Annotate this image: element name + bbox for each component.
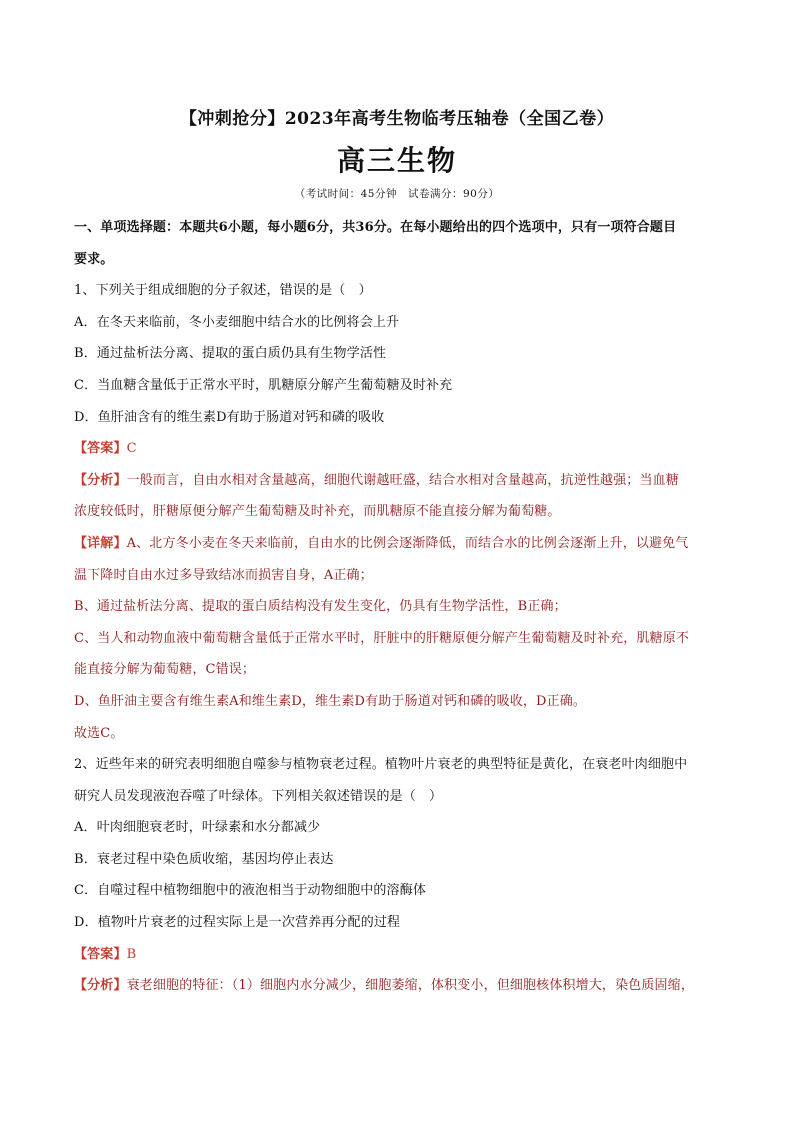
question-1-analysis-cont: 浓度较低时，肝糖原便分解产生葡萄糖及时补充，而肌糖原不能直接分解为葡萄糖。 — [74, 504, 561, 520]
question-1-detail-line: C、当人和动物血液中葡萄糖含量低于正常水平时，肝脏中的肝糖原便分解产生葡萄糖及时补充，肌糖原不 — [74, 630, 689, 646]
exam-title: 【冲刺抢分】2023年高考生物临考压轴卷（全国乙卷） — [179, 109, 615, 129]
question-1-option-b: B．通过盐析法分离、提取的蛋白质仍具有生物学活性 — [74, 346, 387, 362]
question-1-answer — [74, 433, 724, 465]
question-1-option-d: D．鱼肝油含有的维生素D有助于肠道对钙和磷的吸收 — [74, 409, 385, 425]
question-2-option-d: D．植物叶片衰老的过程实际上是一次营养再分配的过程 — [74, 915, 401, 931]
answer-value: C — [126, 441, 137, 457]
question-2-stem-cont: 研究人员发现液泡吞噬了叶绿体。下列相关叙述错误的是（ ） — [74, 788, 443, 804]
answer-label: 【答案】 — [74, 441, 127, 457]
question-1-option-c: C．当血糖含量低于正常水平时，肌糖原分解产生葡萄糖及时补充 — [74, 377, 453, 393]
document-body — [74, 212, 724, 1002]
analysis-label: 【分析】 — [74, 472, 127, 488]
detail-text: A、北方冬小麦在冬天来临前，自由水的比例会逐渐降低，而结合水的比例会逐渐上升，以避免气 — [126, 535, 689, 551]
exam-subtitle: 高三生物 — [336, 144, 457, 177]
question-2-stem: 2、近些年来的研究表明细胞自噬参与植物衰老过程。植物叶片衰老的典型特征是黄化，在衰老叶肉细胞中 — [74, 757, 688, 773]
analysis-label: 【分析】 — [74, 978, 127, 994]
analysis-text: 衰老细胞的特征：（1）细胞内水分减少，细胞萎缩，体积变小，但细胞核体积增大，染色质固缩， — [126, 978, 694, 994]
answer-label: 【答案】 — [74, 946, 127, 962]
question-1-option-a: A．在冬天来临前，冬小麦细胞中结合水的比例将会上升 — [74, 314, 400, 330]
question-1-detail-line: 能直接分解为葡萄糖，C错误； — [74, 662, 256, 678]
question-2-option-a: A．叶肉细胞衰老时，叶绿素和水分都减少 — [74, 820, 321, 836]
question-2-option-b: B．衰老过程中染色质收缩，基因均停止表达 — [74, 851, 334, 867]
question-1-detail-line: D、鱼肝油主要含有维生素A和维生素D，维生素D有助于肠道对钙和磷的吸收，D正确。 — [74, 693, 587, 709]
question-1-detail-line: B、通过盐析法分离、提取的蛋白质结构没有发生变化，仍具有生物学活性，B正确； — [74, 599, 567, 615]
detail-label: 【详解】 — [74, 535, 127, 551]
section-heading-cont: 要求。 — [74, 251, 114, 267]
answer-value: B — [126, 946, 137, 962]
question-1-analysis — [74, 465, 724, 497]
question-2-answer — [74, 939, 724, 971]
analysis-text: 一般而言，自由水相对含量越高，细胞代谢越旺盛，结合水相对含量越高，抗逆性越强；当血糖 — [126, 472, 679, 488]
exam-info: （考试时间：45分钟 试卷满分：90分） — [294, 188, 500, 200]
question-2-option-c: C．自噬过程中植物细胞中的液泡相当于动物细胞中的溶酶体 — [74, 883, 426, 899]
question-1-stem: 1、下列关于组成细胞的分子叙述，错误的是（ ） — [74, 283, 372, 299]
question-2-analysis — [74, 970, 724, 1002]
question-1-detail — [74, 528, 724, 560]
question-1-detail-line: 温下降时自由水过多导致结冰而损害自身，A正确； — [74, 567, 373, 583]
section-heading: 一、单项选择题：本题共6小题，每小题6分，共36分。在每小题给出的四个选项中，只有一项符合题目 — [74, 220, 677, 235]
question-1-conclusion: 故选C。 — [74, 725, 124, 741]
